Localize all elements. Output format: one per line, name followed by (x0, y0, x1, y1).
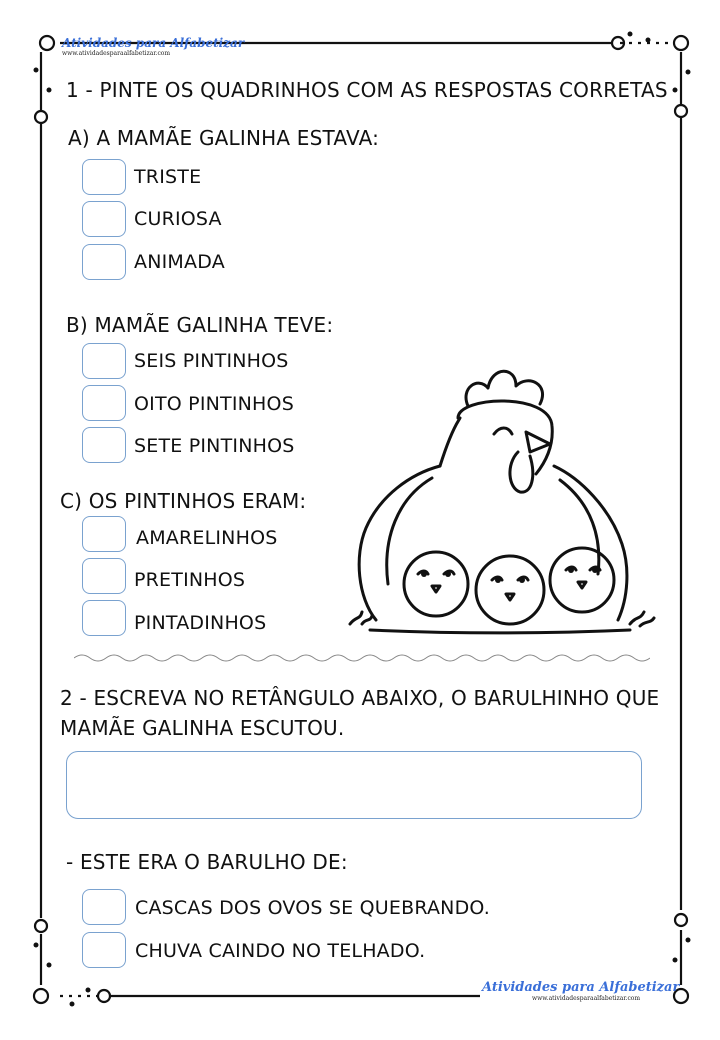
checkbox-animada[interactable] (82, 244, 126, 280)
brand-logo-bottom (482, 980, 679, 1002)
hen-with-chicks-icon (340, 348, 660, 640)
checkbox-cascas-ovos[interactable] (82, 889, 126, 925)
question-1c-label: C) OS PINTINHOS ERAM: (60, 489, 307, 513)
brand-logo-top (62, 36, 244, 57)
question-2-followup: - ESTE ERA O BARULHO DE: (66, 850, 348, 874)
brand-logo-title: Atividades para Alfabetizar (62, 36, 245, 50)
checkbox-oito-pintinhos[interactable] (82, 385, 126, 421)
checkbox-curiosa[interactable] (82, 201, 126, 237)
answer-rectangle[interactable] (66, 751, 642, 819)
question-2-title-line1: 2 - ESCREVA NO RETÂNGULO ABAIXO, O BARULHINHO QUE (60, 686, 660, 710)
checkbox-pretinhos[interactable] (82, 558, 126, 594)
option-label: PRETINHOS (134, 569, 246, 591)
brand-logo-url: www.atividadesparaalfabetizar.com (62, 50, 171, 57)
checkbox-triste[interactable] (82, 159, 126, 195)
option-label: CHUVA CAINDO NO TELHADO. (135, 940, 426, 962)
option-label: SETE PINTINHOS (134, 435, 295, 457)
question-1-title: 1 - PINTE OS QUADRINHOS COM AS RESPOSTAS CORRETAS (66, 78, 668, 102)
option-label: PINTADINHOS (134, 612, 267, 634)
checkbox-seis-pintinhos[interactable] (82, 343, 126, 379)
option-label: CASCAS DOS OVOS SE QUEBRANDO. (135, 897, 491, 919)
question-1b-label: B) MAMÃE GALINHA TEVE: (66, 313, 334, 337)
question-1a-label: A) A MAMÃE GALINHA ESTAVA: (68, 126, 380, 150)
brand-logo-url: www.atividadesparaalfabetizar.com (532, 995, 641, 1002)
checkbox-pintadinhos[interactable] (82, 600, 126, 636)
option-label: SEIS PINTINHOS (134, 350, 289, 372)
option-label: CURIOSA (134, 208, 222, 230)
option-label: ANIMADA (134, 251, 225, 273)
ornament-divider (74, 652, 650, 664)
option-label: AMARELINHOS (136, 527, 278, 549)
brand-logo-title: Atividades para Alfabetizar (482, 980, 680, 995)
checkbox-chuva-telhado[interactable] (82, 932, 126, 968)
question-2-title-line2: MAMÃE GALINHA ESCUTOU. (60, 716, 345, 740)
option-label: TRISTE (134, 166, 202, 188)
option-label: OITO PINTINHOS (134, 393, 294, 415)
checkbox-sete-pintinhos[interactable] (82, 427, 126, 463)
checkbox-amarelinhos[interactable] (82, 516, 126, 552)
